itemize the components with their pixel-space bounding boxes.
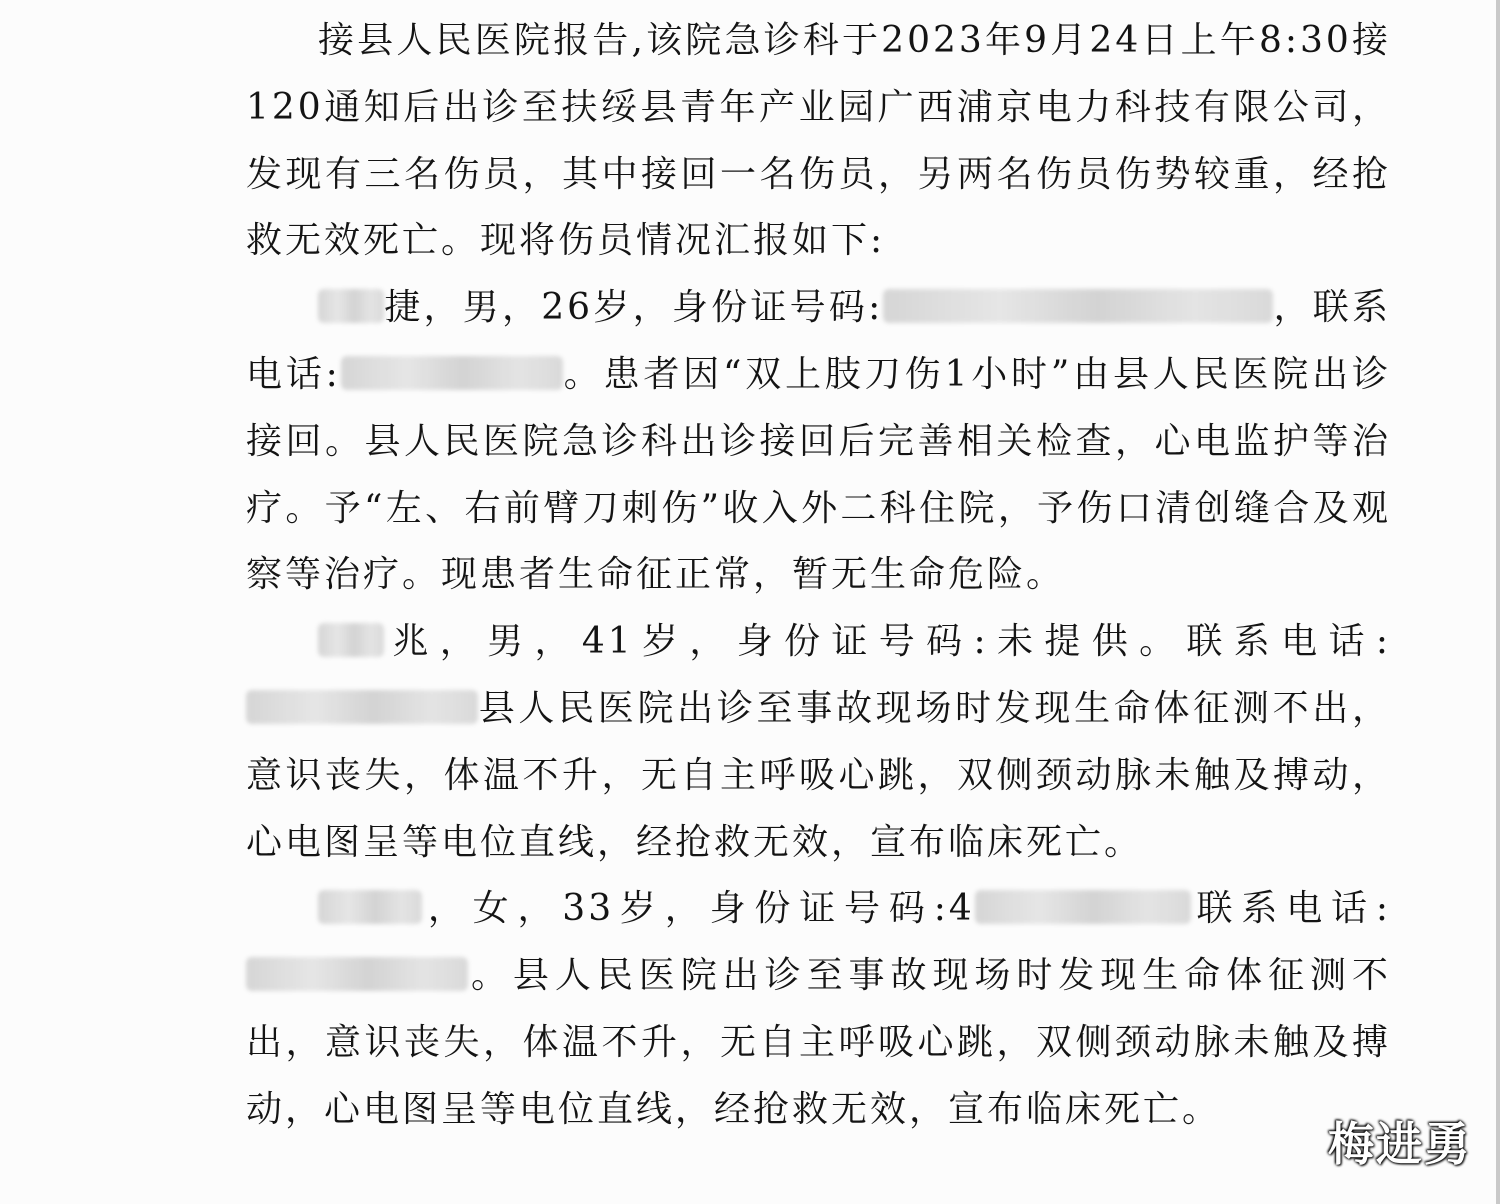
- patient-1-details: ，男，26岁，身份证号码:: [423, 287, 884, 329]
- redacted-name: [318, 289, 384, 323]
- redacted-phone: [246, 690, 478, 724]
- patient-3-id-visible: 4: [948, 888, 975, 930]
- patient-3-text: 。县人民医院出诊至事故现场时发现生命体征测不出，意识丧失，体温不升，无自主呼吸心跳，双侧颈动脉未触及搏动，心电图呈等电位直线，经抢救无效，宣布临床死亡。: [246, 955, 1391, 1130]
- redacted-id: [883, 289, 1273, 323]
- report-body: [246, 8, 1391, 1144]
- watermark: 梅进勇: [1328, 1117, 1472, 1171]
- patient-3-phone-label: 联系电话:: [1190, 888, 1391, 930]
- patient-1-name-visible: 捷: [384, 287, 424, 329]
- patient-1-paragraph: [246, 275, 1391, 609]
- patient-2-details: ，男，41岁，身份证号码:未提供。联系电话:: [439, 621, 1391, 663]
- redacted-phone: [341, 356, 563, 390]
- redacted-id: [975, 890, 1191, 924]
- patient-2-paragraph: [246, 609, 1391, 876]
- redacted-name: [318, 890, 422, 924]
- patient-1-text: 。患者因“双上肢刀伤1小时”由县人民医院出诊接回。县人民医院急诊科出诊接回后完善相关检查，心电监护等治疗。予“左、右前臂刀刺伤”收入外二科住院，予伤口清创缝合及观察等治疗。现患者生命征正常，暂无生命危险。: [246, 353, 1391, 596]
- patient-3-paragraph: [246, 876, 1391, 1143]
- patient-2-text: 县人民医院出诊至事故现场时发现生命体征测不出，意识丧失，体温不升，无自主呼吸心跳，双侧颈动脉未触及搏动，心电图呈等电位直线，经抢救无效，宣布临床死亡。: [246, 687, 1391, 863]
- patient-2-name-visible: 兆: [384, 621, 440, 663]
- redacted-name: [318, 623, 384, 657]
- patient-1-phone-label: ，联系电话:: [246, 287, 1391, 395]
- page-edge-divider: [1496, 0, 1500, 1204]
- patient-3-details: ，女，33岁，身份证号码:: [422, 888, 949, 930]
- intro-paragraph: 接县人民医院报告,该院急诊科于2023年9月24日上午8:30接120通知后出诊至扶绥县青年产业园广西浦京电力科技有限公司，发现有三名伤员，其中接回一名伤员，另两名伤员伤势较重，经抢救无效死亡。现将伤员情况汇报如下:: [246, 20, 1391, 262]
- redacted-phone: [246, 957, 468, 991]
